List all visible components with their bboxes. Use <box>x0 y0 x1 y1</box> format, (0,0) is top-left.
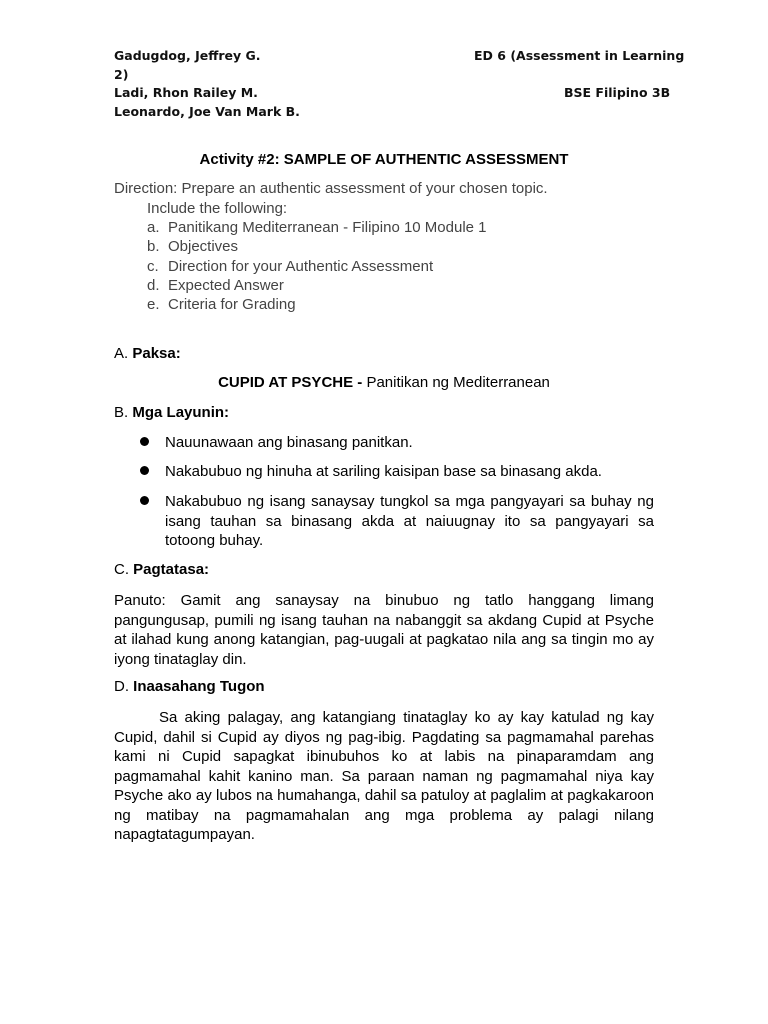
direction-include: Include the following: <box>147 200 288 217</box>
item-text: Objectives <box>168 238 239 255</box>
assessment-instructions: Panuto: Gamit ang sanaysay na binubuo ng tatlo hanggang limang pangungusap, pumili ng isang tauhan na nabanggit sa akdang Cupid at Psyche at ilahad kung anong katangian, pag-uugali at pagkatao nila ang sa tingin mo ay iyong tinataglay din. <box>114 592 654 668</box>
topic-title: CUPID AT PSYCHE - <box>218 374 363 391</box>
section-letter: D. <box>114 678 129 695</box>
section-letter: A. <box>114 345 129 362</box>
author-name-3: Leonardo, Joe Van Mark B. <box>114 104 300 119</box>
section-letter: B. <box>114 404 129 421</box>
objective-2: Nakabubuo ng hinuha at sariling kaisipan base sa binasang akda. <box>165 463 602 480</box>
author-name-2: Ladi, Rhon Railey M. <box>114 85 258 100</box>
section-title: Paksa: <box>132 345 181 362</box>
section-label: BSE Filipino 3B <box>564 85 671 100</box>
item-letter: e. <box>147 296 160 313</box>
expected-answer: Sa aking palagay, ang katangiang tinataglay ko ay kay katulad ng kay Cupid, dahil si Cupid ay diyos ng pag-ibig. Pagdating sa pagmamahal parehas kami ni Cupid sapagkat ibinubuhos ko at labis na pinaparamdam ang pagmamahal kahit kanino man. Sa paraan naman ng pagmamahal niya kay Psyche ako ay lubos na humahanga, dahil sa patuloy at paglalim at pagkakaroon ng matibay na pagmamahalan ang mga problema ay palagi nilang napagtatagumpayan. <box>114 709 654 843</box>
direction-item-e <box>147 296 296 313</box>
topic-line <box>0 374 768 391</box>
item-text: Direction for your Authentic Assessment <box>168 258 434 275</box>
bullet-icon <box>140 437 149 446</box>
section-title: Inaasahang Tugon <box>133 678 265 695</box>
course-title: ED 6 (Assessment in Learning <box>474 48 685 63</box>
item-letter: b. <box>147 238 160 255</box>
item-text: Criteria for Grading <box>168 296 296 313</box>
item-text: Panitikang Mediterranean - Filipino 10 Module 1 <box>168 219 487 236</box>
direction-text: Direction: Prepare an authentic assessment of your chosen topic. <box>114 180 548 197</box>
item-text: Expected Answer <box>168 277 284 294</box>
topic-subtitle: Panitikan ng Mediterranean <box>362 374 550 391</box>
section-c-heading <box>114 561 209 578</box>
section-d-heading <box>114 678 265 695</box>
section-title: Mga Layunin: <box>132 404 230 421</box>
item-letter: c. <box>147 258 159 275</box>
item-letter: a. <box>147 219 160 236</box>
direction-item-d <box>147 277 284 294</box>
section-b-heading <box>114 404 229 421</box>
direction-item-b <box>147 238 238 255</box>
bullet-icon <box>140 496 149 505</box>
direction-item-a <box>147 219 487 236</box>
author-name-1: Gadugdog, Jeffrey G. <box>114 48 261 63</box>
objective-3: Nakabubuo ng isang sanaysay tungkol sa mga pangyayari sa buhay ng isang tauhan sa binasang akda at naiuugnay ito sa pangyayari sa totoong buhay. <box>165 493 654 549</box>
item-letter: d. <box>147 277 160 294</box>
section-letter: C. <box>114 561 129 578</box>
direction-item-c <box>147 258 433 275</box>
course-title-continued: 2) <box>114 67 129 82</box>
section-a-heading <box>114 345 181 362</box>
bullet-icon <box>140 466 149 475</box>
page-title: Activity #2: SAMPLE OF AUTHENTIC ASSESSMENT <box>199 151 569 168</box>
objective-1: Nauunawaan ang binasang panitkan. <box>165 434 413 451</box>
section-title: Pagtatasa: <box>133 561 210 578</box>
